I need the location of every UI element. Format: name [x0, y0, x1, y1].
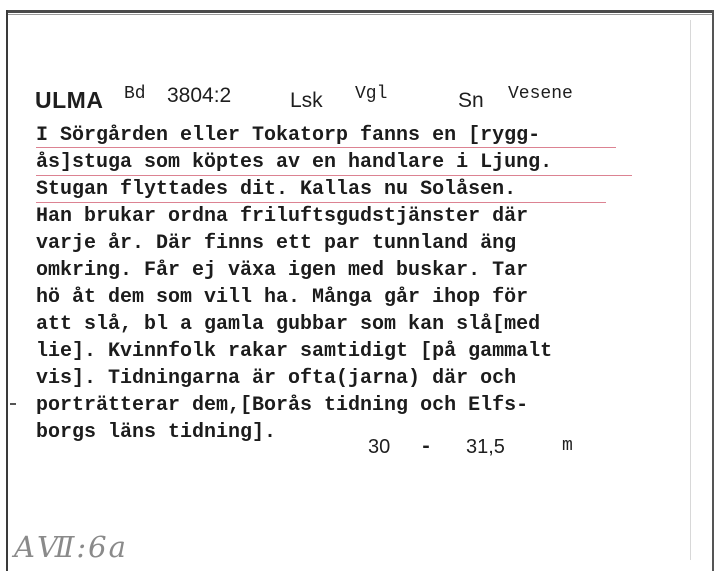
socken-value: Vesene — [508, 84, 573, 104]
body-line: lie]. Kvinnfolk rakar samtidigt [på gammalt — [36, 340, 553, 363]
body-line: porträtterar dem,[Borås tidning och Elfs- — [36, 394, 529, 417]
body-line: att slå, bl a gamla gubbar som kan slå[med — [36, 313, 541, 336]
volume-number: 3804:2 — [167, 84, 232, 107]
archive-name: ULMA — [35, 87, 104, 113]
card-header — [0, 84, 726, 114]
body-line: Stugan flyttades dit. Kallas nu Solåsen. — [36, 178, 517, 201]
landskap-value: Vgl — [355, 84, 388, 104]
handwritten-shelfmark: AⅦ:6a — [14, 530, 128, 564]
body-line: hö åt dem som vill ha. Många går ihop för — [36, 286, 529, 309]
card-top-border-shadow — [6, 14, 714, 15]
body-line: omkring. Får ej växa igen med buskar. Tar — [36, 259, 529, 282]
body-line: I Sörgården eller Tokatorp fanns en [rygg- — [36, 124, 541, 147]
margin-tick-mark — [10, 403, 16, 405]
body-line: Han brukar ordna friluftsgudstjänster där — [36, 205, 529, 228]
landskap-label: Lsk — [290, 89, 323, 112]
socken-label: Sn — [458, 89, 484, 112]
body-line: vis]. Tidningarna är ofta(jarna) där och — [36, 367, 517, 390]
measure-end: 31,5 — [466, 436, 505, 458]
body-line: varje år. Där finns ett par tunnland äng — [36, 232, 517, 255]
measure-dash: - — [420, 436, 433, 459]
card-top-border — [6, 10, 714, 13]
volume-label: Bd — [124, 84, 146, 104]
measure-unit: m — [562, 436, 573, 456]
body-line: ås]stuga som köptes av en handlare i Ljung. — [36, 151, 553, 174]
card-body-text — [36, 122, 696, 446]
measure-start: 30 — [368, 436, 391, 458]
body-line: borgs läns tidning]. — [36, 421, 277, 444]
